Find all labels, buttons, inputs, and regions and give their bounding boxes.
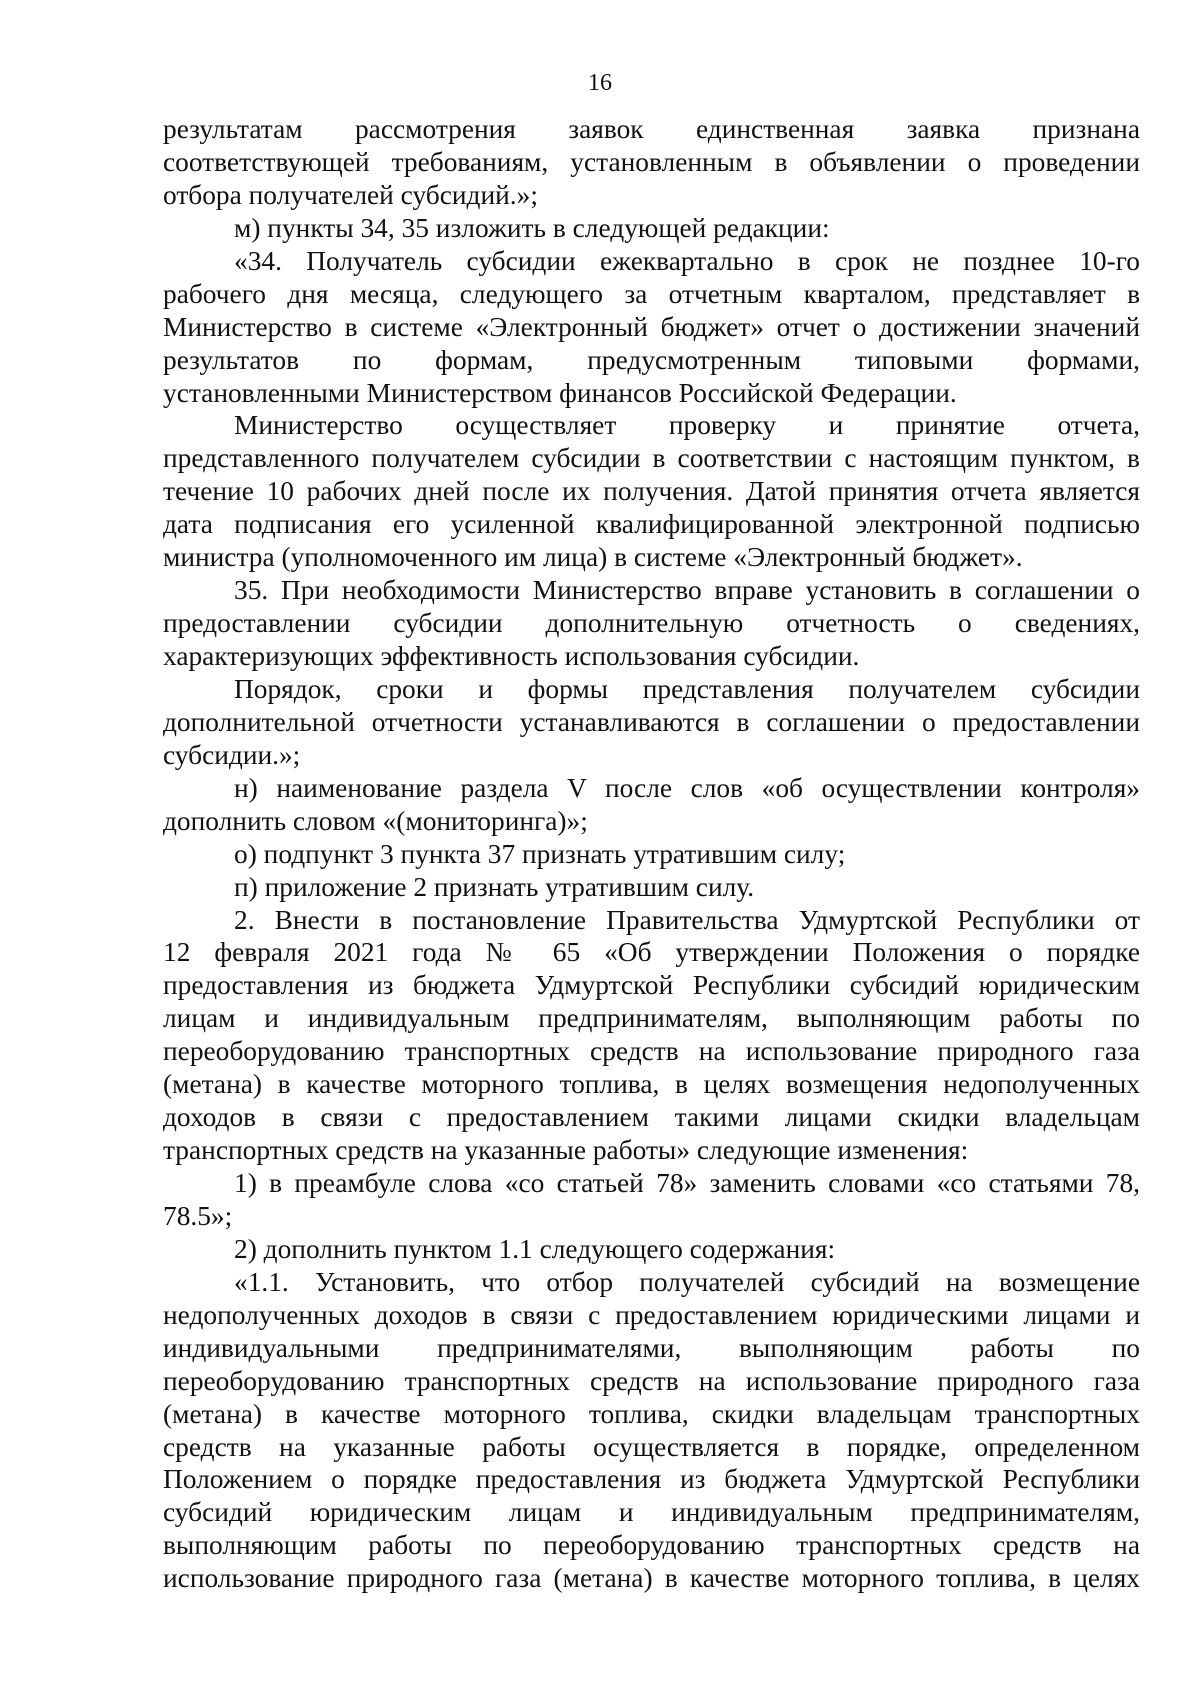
text-line: переоборудованию транспортных средств на использование природного газа [163, 1036, 1140, 1067]
page-number: 16 [588, 70, 612, 96]
text-line: выполняющим работы по переоборудованию транспортных средств на [163, 1530, 1140, 1561]
text-line: установленными Министерством финансов Российской Федерации. [163, 377, 957, 408]
text-line: о) подпункт 3 пункта 37 признать утратившим силу; [234, 838, 846, 869]
text-line: переоборудованию транспортных средств на использование природного газа [163, 1365, 1140, 1396]
text-line: предоставления из бюджета Удмуртской Республики субсидий юридическим [163, 970, 1140, 1001]
text-line: 2. Внести в постановление Правительства Удмуртской Республики от [234, 904, 1140, 935]
text-line: предоставлении субсидии дополнительную отчетность о сведениях, [163, 608, 1140, 639]
text-line: субсидии.»; [163, 739, 301, 770]
text-line: 35. При необходимости Министерство вправе установить в соглашении о [234, 575, 1140, 606]
text-line: дата подписания его усиленной квалифицированной электронной подписью [163, 509, 1140, 540]
text-line: (метана) в качестве моторного топлива, в целях возмещения недополученных [163, 1069, 1140, 1100]
text-line: рабочего дня месяца, следующего за отчетным кварталом, представляет в [163, 278, 1140, 309]
text-line: характеризующих эффективность использования субсидии. [163, 641, 860, 671]
text-line: использование природного газа (метана) в качестве моторного топлива, в целях [163, 1563, 1140, 1594]
text-line: результатов по формам, предусмотренным типовыми формами, [163, 344, 1140, 375]
text-line: н) наименование раздела V после слов «об осуществлении контроля» [234, 772, 1140, 803]
text-line: м) пункты 34, 35 изложить в следующей редакции: [234, 212, 830, 243]
text-line: индивидуальными предпринимателями, выполняющим работы по [163, 1332, 1140, 1363]
text-line: п) приложение 2 признать утратившим силу. [234, 871, 755, 902]
text-line: недополученных доходов в связи с предоставлением юридическими лицами и [163, 1299, 1140, 1330]
text-line: соответствующей требованиям, установленным в объявлении о проведении [163, 146, 1140, 177]
text-line: результатам рассмотрения заявок единственная заявка признана [163, 114, 1140, 144]
text-line: Министерство осуществляет проверку и принятие отчета, [234, 410, 1140, 441]
text-line: «1.1. Установить, что отбор получателей субсидий на возмещение [234, 1266, 1140, 1297]
text-line: 12 февраля 2021 года № 65 «Об утверждении Положения о порядке [163, 937, 1140, 968]
text-line: Министерство в системе «Электронный бюджет» отчет о достижении значений [163, 311, 1140, 342]
text-line: (метана) в качестве моторного топлива, скидки владельцам транспортных [163, 1398, 1140, 1429]
text-line: 2) дополнить пунктом 1.1 следующего содержания: [234, 1233, 836, 1264]
text-line: дополнить словом «(мониторинга)»; [163, 805, 588, 836]
text-line: представленного получателем субсидии в соответствии с настоящим пунктом, в [163, 443, 1140, 474]
text-line: 78.5»; [163, 1200, 233, 1231]
text-line: министра (уполномоченного им лица) в системе «Электронный бюджет». [163, 542, 1023, 573]
text-line: «34. Получатель субсидии ежеквартально в срок не позднее 10-го [234, 245, 1140, 276]
text-line: лицам и индивидуальным предпринимателям, выполняющим работы по [163, 1003, 1140, 1034]
text-line: течение 10 рабочих дней после их получения. Датой принятия отчета является [163, 476, 1140, 507]
text-line: средств на указанные работы осуществляется в порядке, определенном [163, 1431, 1140, 1462]
text-line: доходов в связи с предоставлением такими лицами скидки владельцам [163, 1102, 1140, 1133]
text-line: субсидий юридическим лицам и индивидуальным предпринимателям, [163, 1497, 1140, 1528]
text-line: Порядок, сроки и формы представления получателем субсидии [234, 673, 1140, 704]
document-body [163, 113, 1140, 1595]
text-line: отбора получателей субсидий.»; [163, 179, 538, 210]
text-line: транспортных средств на указанные работы» следующие изменения: [163, 1135, 969, 1166]
text-line: дополнительной отчетности устанавливаются в соглашении о предоставлении [163, 706, 1140, 737]
text-line: 1) в преамбуле слова «со статьей 78» заменить словами «со статьями 78, [234, 1168, 1140, 1198]
text-line: Положением о порядке предоставления из бюджета Удмуртской Республики [163, 1464, 1140, 1495]
